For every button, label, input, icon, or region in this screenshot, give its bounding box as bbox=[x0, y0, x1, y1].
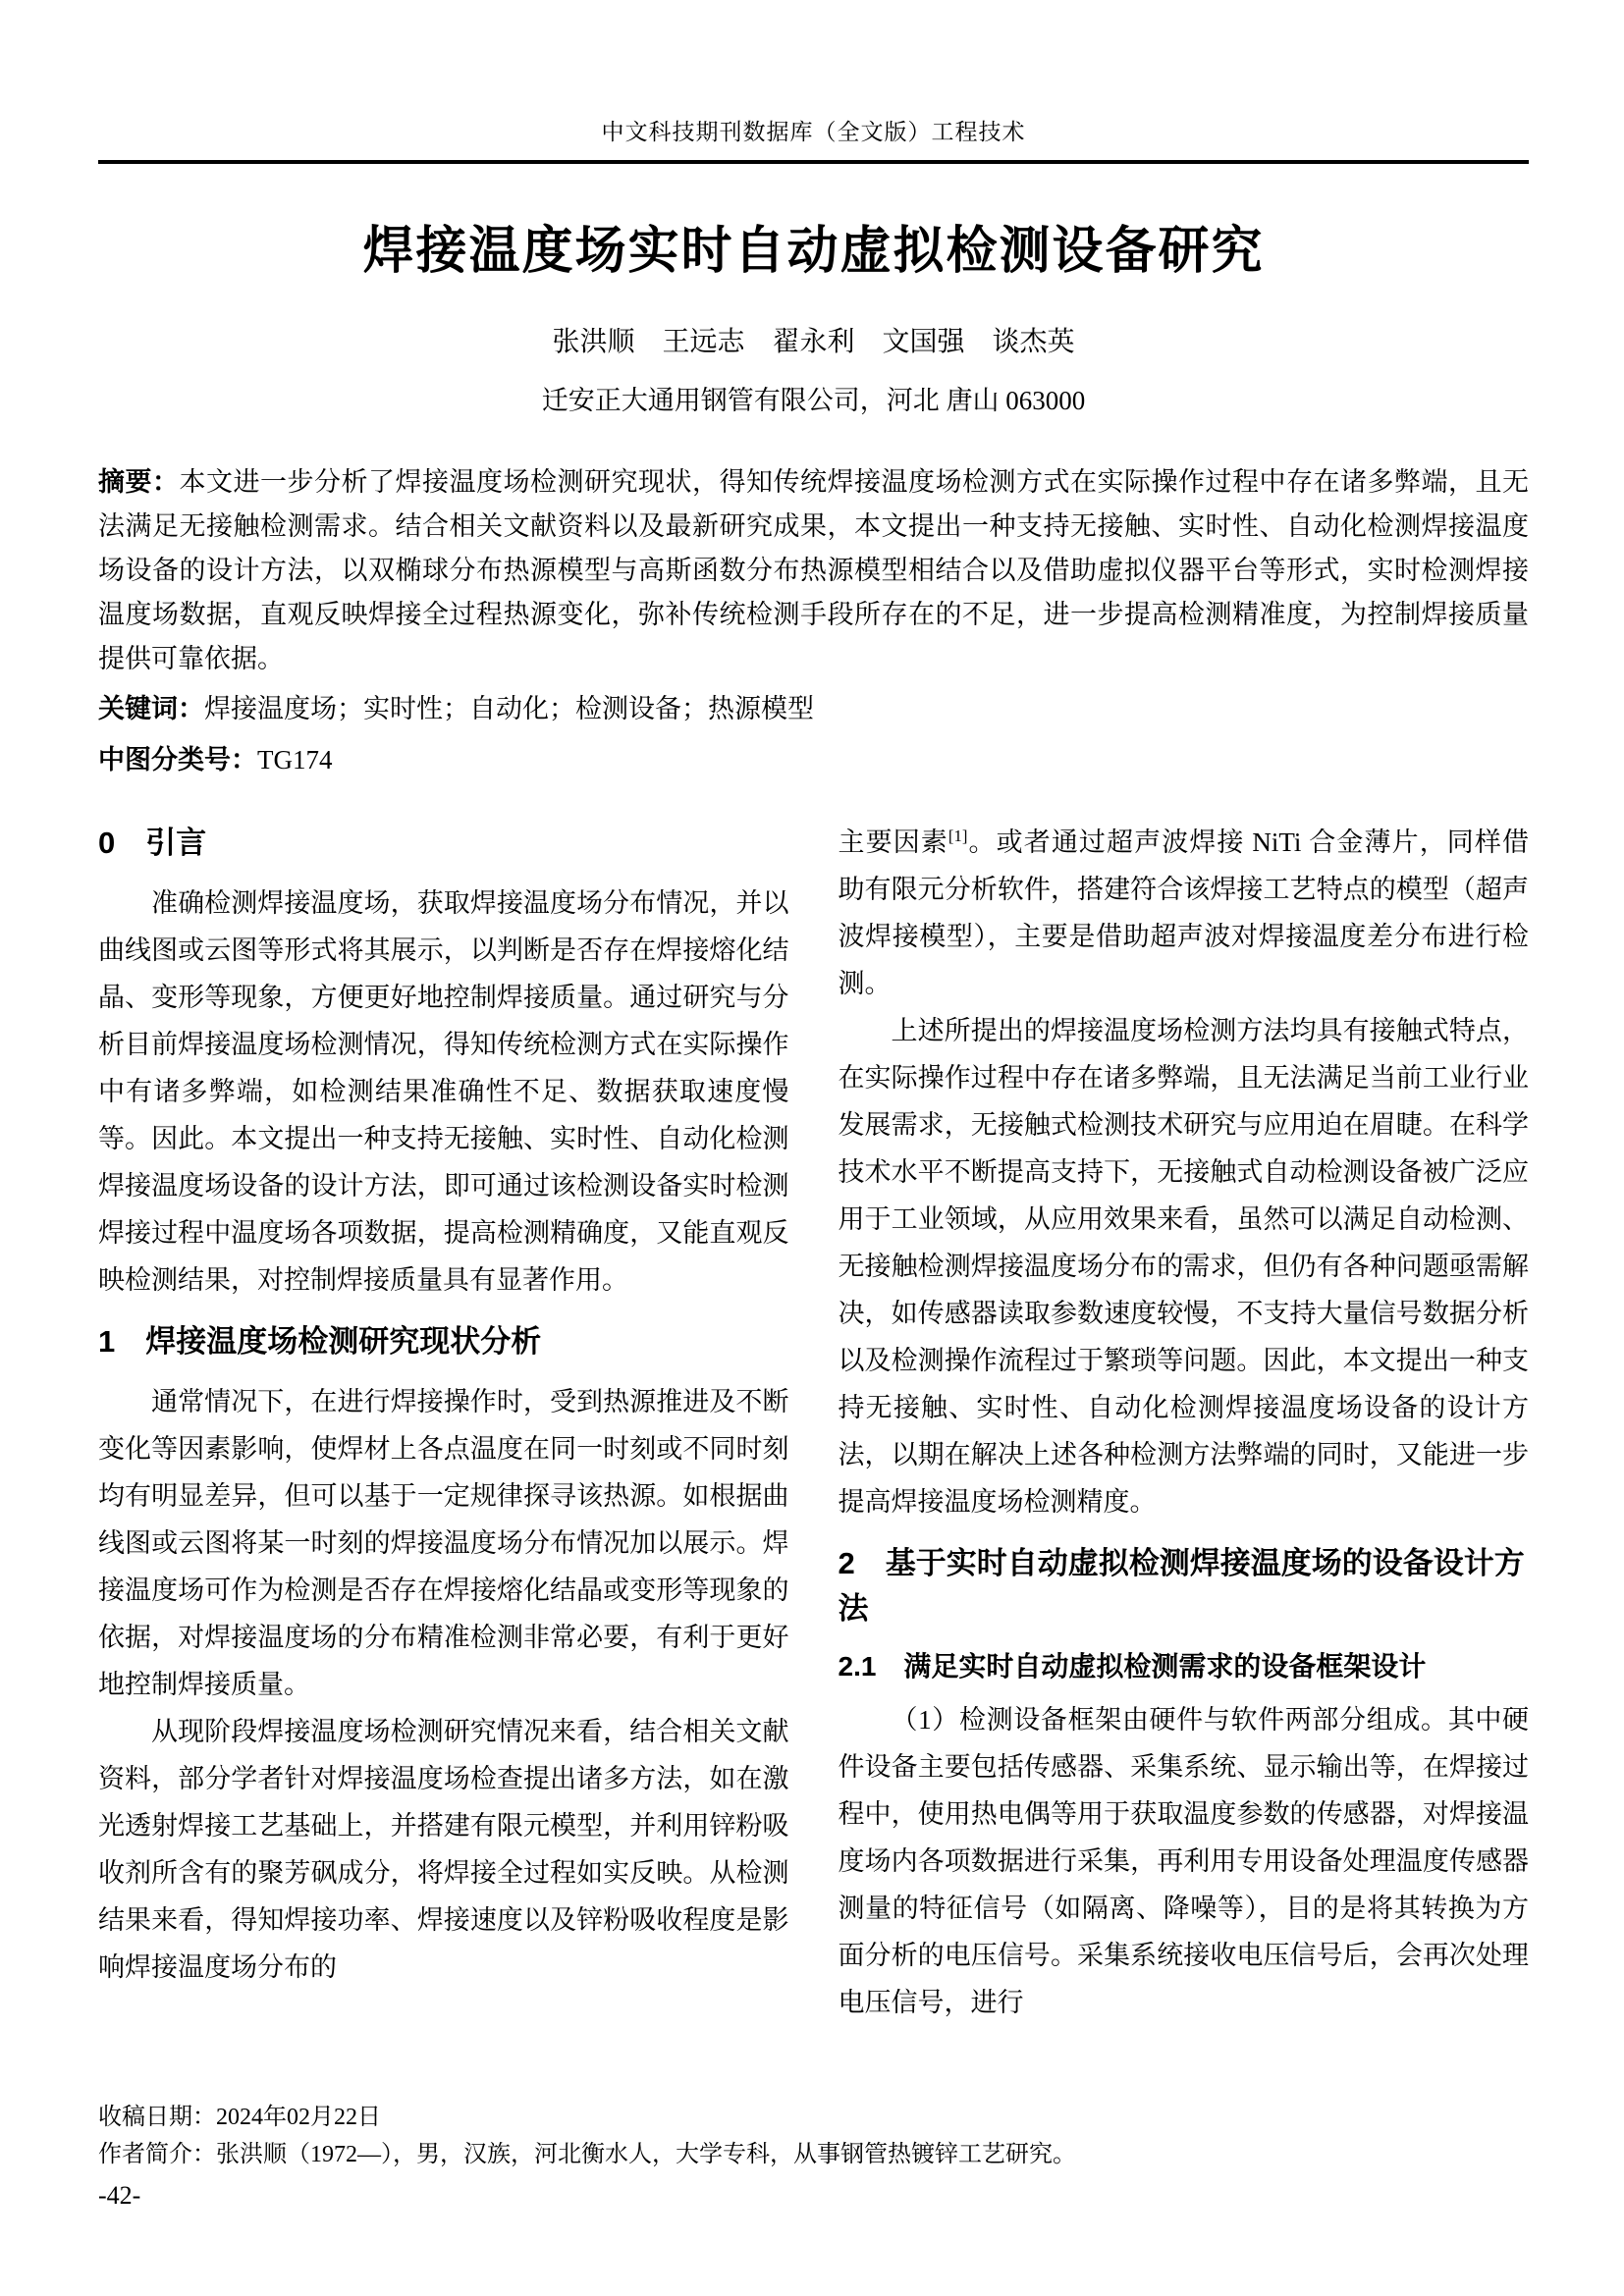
abstract-label: 摘要： bbox=[98, 467, 180, 497]
two-column-body bbox=[98, 819, 1529, 2083]
abstract-paragraph bbox=[98, 460, 1529, 681]
clc-value: TG174 bbox=[257, 745, 333, 774]
authors-line: 张洪顺 王远志 翟永利 文国强 谈杰英 bbox=[552, 327, 1075, 357]
clc-label: 中图分类号： bbox=[98, 745, 257, 774]
continuation-text-post: 。或者通过超声波焊接 NiTi 合金薄片，同样借助有限元分析软件，搭建符合该焊接工艺特点的模型（超声波焊接模型），主要是借助超声波对焊接温度差分布进行检测。 bbox=[838, 828, 1529, 998]
section2-paragraph-1: （1）检测设备框架由硬件与软件两部分组成。其中硬件设备主要包括传感器、采集系统、显示输出等，在焊接过程中，使用热电偶等用于获取温度参数的传感器，对焊接温度场内各项数据进行采集，再利用专用设备处理温度传感器测量的特征信号（如隔离、降噪等），目的是将其转换为方面分析的电压信号。采集系统接收电压信号后，会再次处理电压信号，进行 bbox=[838, 1705, 1529, 2017]
clc-line bbox=[98, 736, 1529, 783]
header-divider-rule bbox=[98, 160, 1529, 164]
reference-marker-1: [1] bbox=[947, 827, 968, 845]
section-heading-0-intro: 0 引言 bbox=[98, 826, 207, 860]
section-heading-2: 2 基于实时自动虚拟检测焊接温度场的设备设计方法 bbox=[838, 1546, 1525, 1626]
affiliation-line: 迁安正大通用钢管有限公司，河北 唐山 063000 bbox=[541, 386, 1086, 415]
section-heading-1: 1 焊接温度场检测研究现状分析 bbox=[98, 1324, 542, 1359]
abstract-text: 本文进一步分析了焊接温度场检测研究现状，得知传统焊接温度场检测方式在实际操作过程中存在诸多弊端，且无法满足无接触检测需求。结合相关文献资料以及最新研究成果，本文提出一种支持无接触、实时性、自动化检测焊接温度场设备的设计方法，以双椭球分布热源模型与高斯函数分布热源模型相结合以及借助虚拟仪器平台等形式，实时检测焊接温度场数据，直观反映焊接全过程热源变化，弥补传统检测手段所存在的不足，进一步提高检测精准度，为控制焊接质量提供可靠依据。 bbox=[98, 467, 1529, 673]
received-date-line: 收稿日期：2024年02月22日 bbox=[98, 2105, 381, 2130]
intro-paragraph: 准确检测焊接温度场，获取焊接温度场分布情况，并以曲线图或云图等形式将其展示，以判断是否存在焊接熔化结晶、变形等现象，方便更好地控制焊接质量。通过研究与分析目前焊接温度场检测情况，得知传统检测方式在实际操作中有诸多弊端，如检测结果准确性不足、数据获取速度慢等。因此。本文提出一种支持无接触、实时性、自动化检测焊接温度场设备的设计方法，即可通过该检测设备实时检测焊接过程中温度场各项数据，提高检测精确度，又能直观反映检测结果，对控制焊接质量具有显著作用。 bbox=[98, 888, 789, 1295]
section1-paragraph-3: 上述所提出的焊接温度场检测方法均具有接触式特点，在实际操作过程中存在诸多弊端，且无法满足当前工业行业发展需求，无接触式检测技术研究与应用迫在眉睫。在科学技术水平不断提高支持下，无接触式自动检测设备被广泛应用于工业领域，从应用效果来看，虽然可以满足自动检测、无接触检测焊接温度场分布的需求，但仍有各种问题亟需解决，如传感器读取参数速度较慢，不支持大量信号数据分析以及检测操作流程过于繁琐等问题。因此，本文提出一种支持无接触、实时性、自动化检测焊接温度场设备的设计方法，以期在解决上述各种检测方法弊端的同时，又能进一步提高焊接温度场检测精度。 bbox=[838, 1016, 1529, 1517]
section1-paragraph-1: 通常情况下，在进行焊接操作时，受到热源推进及不断变化等因素影响，使焊材上各点温度在同一时刻或不同时刻均有明显差异，但可以基于一定规律探寻该热源。如根据曲线图或云图将某一时刻的焊接温度场分布情况加以展示。焊接温度场可作为检测是否存在焊接熔化结晶或变形等现象的依据，对焊接温度场的分布精准检测非常必要，有利于更好地控制焊接质量。 bbox=[98, 1387, 789, 1699]
left-column bbox=[98, 819, 789, 2083]
section1-paragraph-2-continuation bbox=[839, 819, 1530, 1007]
journal-header-line: 中文科技期刊数据库（全文版）工程技术 bbox=[601, 120, 1026, 144]
author-bio-line: 作者简介：张洪顺（1972—），男，汉族，河北衡水人，大学专科，从事钢管热镀锌工艺研究。 bbox=[98, 2142, 1076, 2167]
keywords-text: 焊接温度场；实时性；自动化；检测设备；热源模型 bbox=[204, 694, 814, 723]
keywords-label: 关键词： bbox=[98, 694, 204, 723]
right-column bbox=[839, 819, 1530, 2083]
page-footer bbox=[98, 2099, 1529, 2173]
paper-title: 焊接温度场实时自动虚拟检测设备研究 bbox=[362, 223, 1265, 280]
section1-paragraph-2-left-part: 从现阶段焊接温度场检测研究情况来看，结合相关文献资料，部分学者针对焊接温度场检查提出诸多方法，如在激光透射焊接工艺基础上，并搭建有限元模型，并利用锌粉吸收剂所含有的聚芳砜成分，将焊接全过程如实反映。从检测结果来看，得知焊接功率、焊接速度以及锌粉吸收程度是影响焊接温度场分布的 bbox=[98, 1717, 789, 1982]
page-number: -42- bbox=[98, 2181, 141, 2210]
subsection-heading-2-1: 2.1 满足实时自动虚拟检测需求的设备框架设计 bbox=[838, 1651, 1427, 1682]
keywords-line bbox=[98, 685, 1529, 732]
continuation-text-pre: 主要因素 bbox=[838, 828, 948, 857]
